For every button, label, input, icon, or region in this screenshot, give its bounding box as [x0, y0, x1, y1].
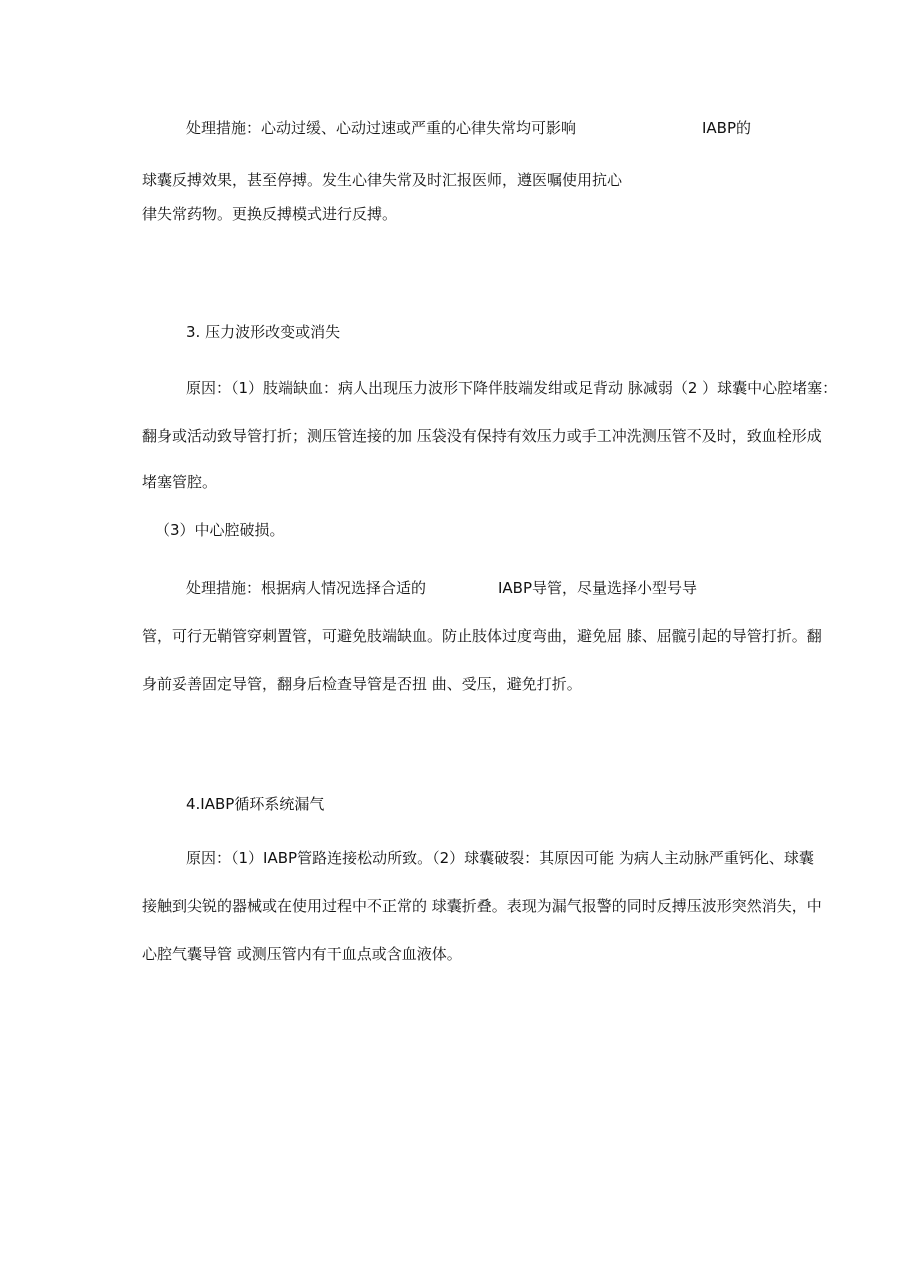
cause-text-line: 翻身或活动致导管打折；测压管连接的加 压袋没有保持有效压力或手工冲洗测压管不及时，致血栓形成 — [142, 427, 822, 445]
measure-text-line: 律失常药物。更换反搏模式进行反搏。 — [142, 205, 398, 223]
cause-text-line: 原因：（1）肢端缺血：病人出现压力波形下降伴肢端发绀或足背动 脉减弱（2 ）球囊中心腔堵塞： — [186, 379, 838, 397]
cause-text-line: 接触到尖锐的器械或在使用过程中不正常的 球囊折叠。表现为漏气报警的同时反搏压波形突然消失，中 — [142, 897, 822, 915]
cause-text-line: 心腔气囊导管 或测压管内有干血点或含血液体。 — [142, 945, 462, 963]
measure-text-line: 身前妥善固定导管，翻身后检查导管是否扭 曲、受压，避免打折。 — [142, 675, 582, 693]
measure-text-line: 处理措施：心动过缓、心动过速或严重的心律失常均可影响 — [186, 119, 577, 137]
measure-text-line: 处理措施：根据病人情况选择合适的 — [186, 579, 427, 597]
measure-text-line: IABP导管，尽量选择小型号导 — [498, 579, 698, 597]
measure-text-line: 管，可行无鞘管穿刺置管，可避免肢端缺血。防止肢体过度弯曲，避免屈 膝、屈髋引起的导管打折。翻 — [142, 627, 822, 645]
cause-text-line: （3）中心腔破损。 — [155, 521, 285, 539]
section-heading: 3. 压力波形改变或消失 — [186, 323, 341, 341]
cause-text-line: 堵塞管腔。 — [142, 473, 218, 491]
cause-text-line: 原因：（1）IABP管路连接松动所致。（2）球囊破裂：其原因可能 为病人主动脉严重钙化、球囊 — [186, 849, 814, 867]
section-heading: 4.IABP循环系统漏气 — [186, 795, 325, 813]
measure-text-line: IABP的 — [702, 119, 752, 137]
measure-text-line: 球囊反搏效果，甚至停搏。发生心律失常及时汇报医师，遵医嘱使用抗心 — [142, 171, 623, 189]
